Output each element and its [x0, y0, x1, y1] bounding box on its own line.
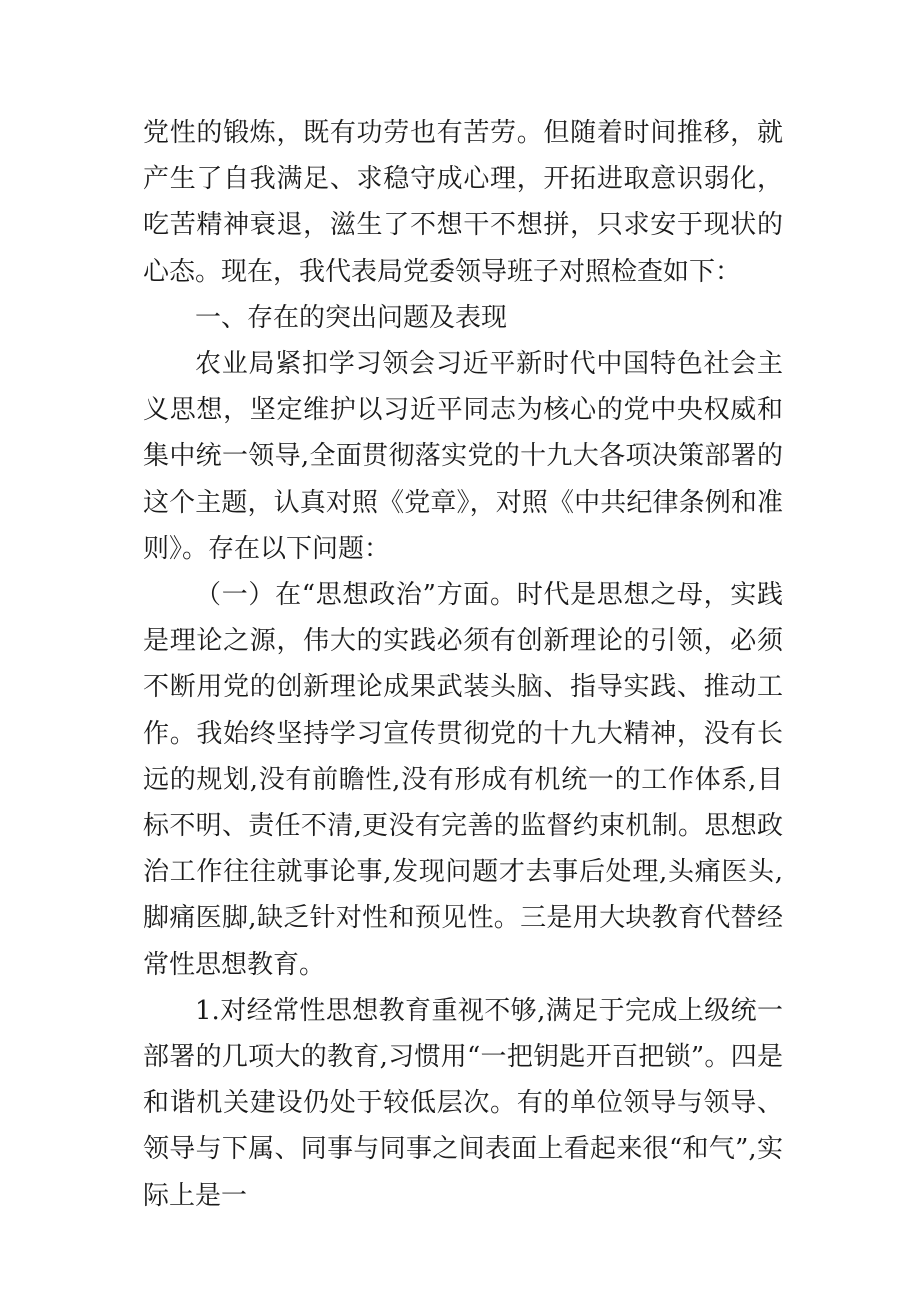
- paragraph-item-1: 1.对经常性思想教育重视不够,满足于完成上级统一部署的几项大的教育,习惯用“一把钥匙开百把锁”。四是和谐机关建设仍处于较低层次。有的单位领导与领导、领导与下属、同事与同事之间表面上看起来很“和气”,实际上是一: [143, 995, 783, 1211]
- paragraph-continuation: 党性的锻炼，既有功劳也有苦劳。但随着时间推移，就产生了自我满足、求稳守成心理，开拓进取意识弱化，吃苦精神衰退，滋生了不想干不想拼，只求安于现状的心态。现在，我代表局党委领导班子对照检查如下：: [143, 118, 783, 287]
- section-heading: 一、存在的突出问题及表现: [195, 302, 508, 333]
- document-body: [143, 110, 783, 1219]
- paragraph-subsection-1: （一）在“思想政治”方面。时代是思想之母，实践是理论之源，伟大的实践必须有创新理论的引领，必须不断用党的创新理论成果武装头脑、指导实践、推动工作。我始终坚持学习宣传贯彻党的十九大精神，没有长远的规划,没有前瞻性,没有形成有机统一的工作体系,目标不明、责任不清,更没有完善的监督约束机制。思想政治工作往往就事论事,发现问题才去事后处理,头痛医头,脚痛医脚,缺乏针对性和预见性。三是用大块教育代替经常性思想教育。: [143, 580, 783, 980]
- paragraph-intro: 农业局紧扣学习领会习近平新时代中国特色社会主义思想，坚定维护以习近平同志为核心的党中央权威和集中统一领导,全面贯彻落实党的十九大各项决策部署的这个主题，认真对照《党章》，对照《中共纪律条例和准则》。存在以下问题：: [143, 349, 783, 564]
